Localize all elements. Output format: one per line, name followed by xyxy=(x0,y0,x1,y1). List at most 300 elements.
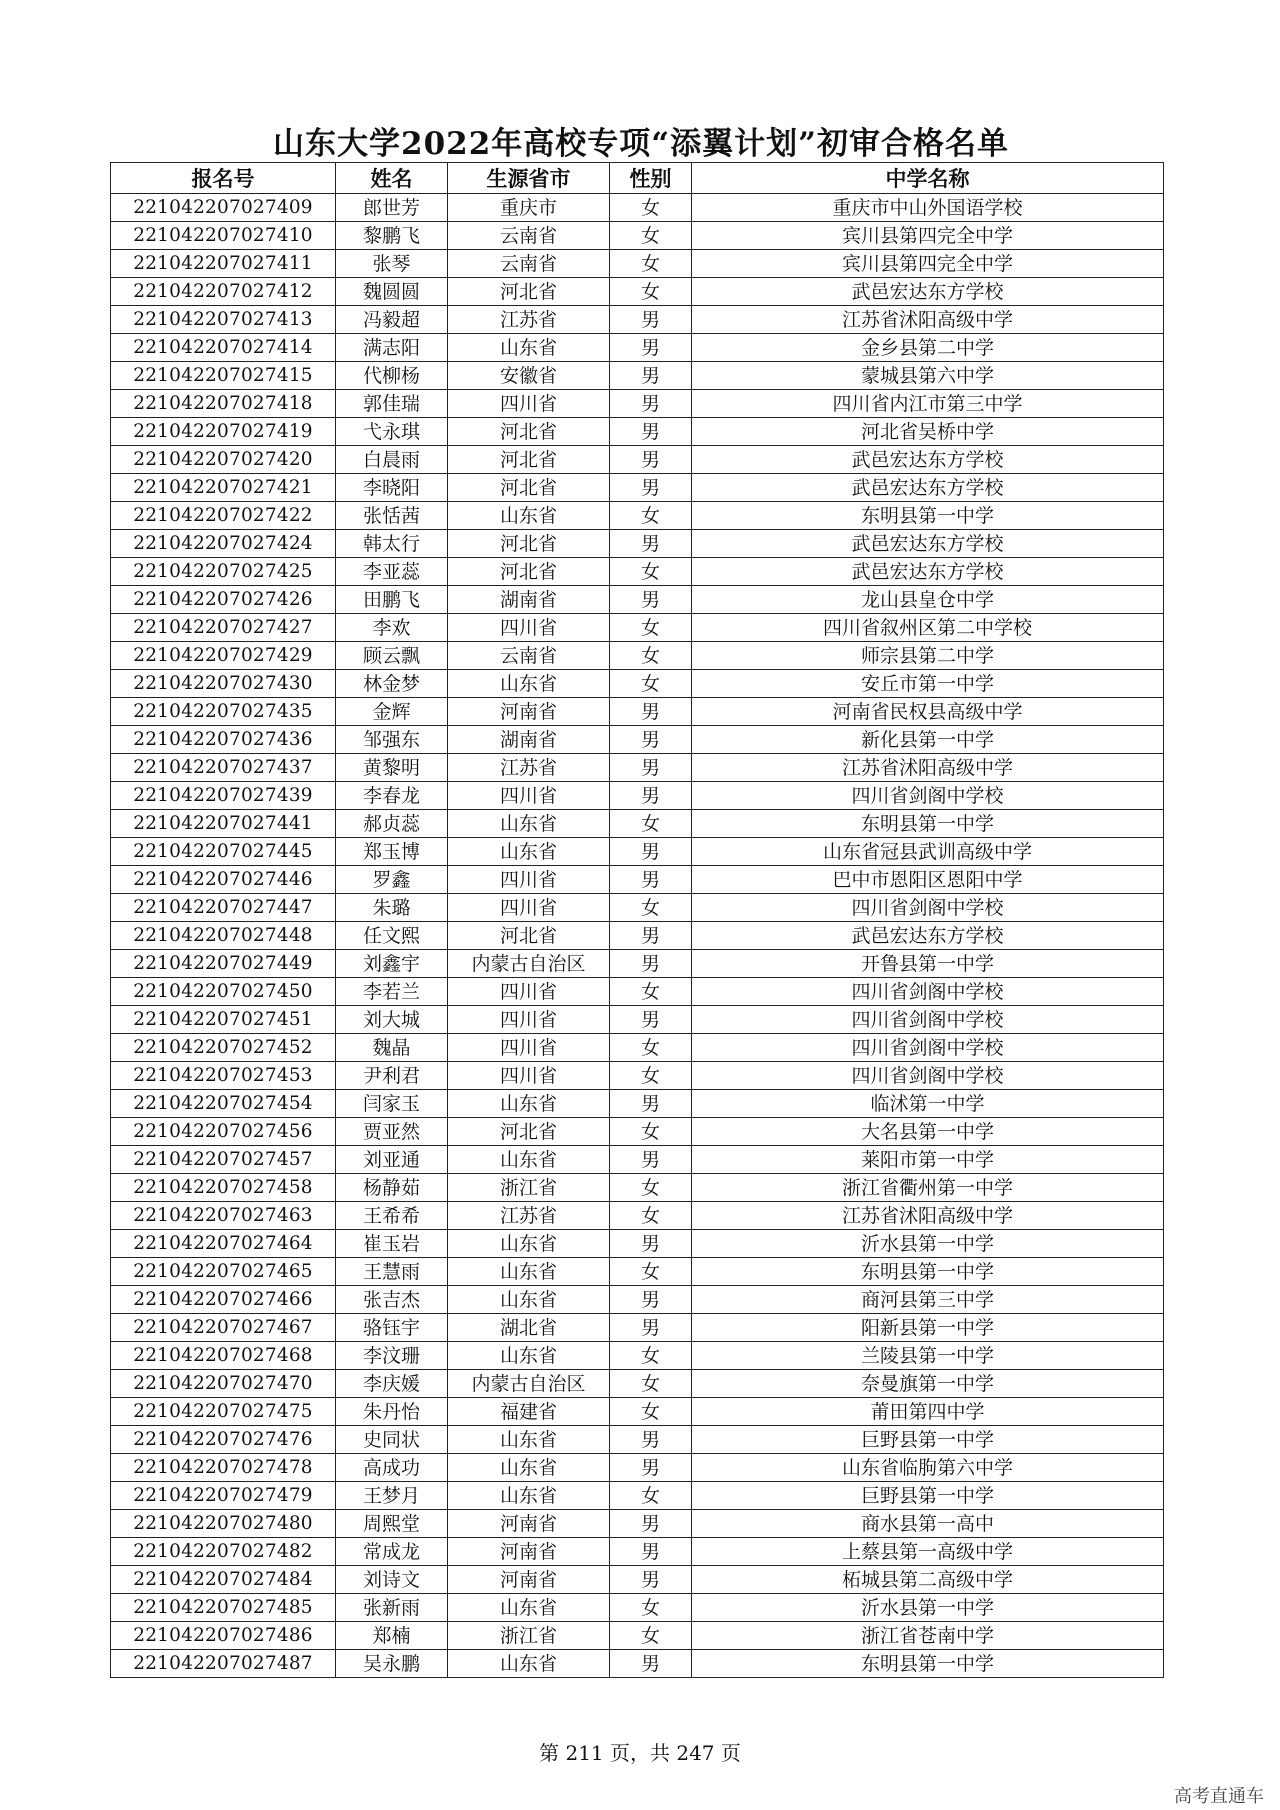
school-name-cell: 沂水县第一中学 xyxy=(692,1230,1164,1258)
table-row xyxy=(111,1454,1164,1482)
registration-number-cell: 221042207027421 xyxy=(111,474,336,502)
student-name-cell: 郝贞蕊 xyxy=(336,810,448,838)
school-name-cell: 江苏省沭阳高级中学 xyxy=(692,754,1164,782)
gender-cell: 男 xyxy=(610,334,692,362)
province-cell: 湖北省 xyxy=(448,1314,610,1342)
table-row xyxy=(111,1482,1164,1510)
province-cell: 四川省 xyxy=(448,978,610,1006)
registration-number-cell: 221042207027411 xyxy=(111,250,336,278)
student-name-cell: 闫家玉 xyxy=(336,1090,448,1118)
table-row xyxy=(111,1538,1164,1566)
registration-number-cell: 221042207027475 xyxy=(111,1398,336,1426)
school-name-cell: 新化县第一中学 xyxy=(692,726,1164,754)
school-name-cell: 上蔡县第一高级中学 xyxy=(692,1538,1164,1566)
province-cell: 山东省 xyxy=(448,1258,610,1286)
registration-number-cell: 221042207027424 xyxy=(111,530,336,558)
school-name-cell: 浙江省衢州第一中学 xyxy=(692,1174,1164,1202)
gender-cell: 女 xyxy=(610,1482,692,1510)
school-name-cell: 山东省临朐第六中学 xyxy=(692,1454,1164,1482)
gender-cell: 男 xyxy=(610,1090,692,1118)
table-row xyxy=(111,334,1164,362)
registration-number-cell: 221042207027458 xyxy=(111,1174,336,1202)
province-cell: 山东省 xyxy=(448,670,610,698)
school-name-cell: 河北省吴桥中学 xyxy=(692,418,1164,446)
registration-number-cell: 221042207027466 xyxy=(111,1286,336,1314)
registration-number-cell: 221042207027420 xyxy=(111,446,336,474)
table-row xyxy=(111,222,1164,250)
school-name-cell: 四川省剑阁中学校 xyxy=(692,978,1164,1006)
registration-number-cell: 221042207027487 xyxy=(111,1650,336,1678)
student-name-cell: 郑楠 xyxy=(336,1622,448,1650)
school-name-cell: 阳新县第一中学 xyxy=(692,1314,1164,1342)
school-name-cell: 东明县第一中学 xyxy=(692,1258,1164,1286)
student-name-cell: 杨静茹 xyxy=(336,1174,448,1202)
table-row xyxy=(111,810,1164,838)
province-cell: 四川省 xyxy=(448,1006,610,1034)
school-name-cell: 莆田第四中学 xyxy=(692,1398,1164,1426)
table-row xyxy=(111,1342,1164,1370)
registration-number-cell: 221042207027418 xyxy=(111,390,336,418)
school-name-cell: 沂水县第一中学 xyxy=(692,1594,1164,1622)
gender-cell: 男 xyxy=(610,474,692,502)
table-row xyxy=(111,474,1164,502)
province-cell: 山东省 xyxy=(448,502,610,530)
registration-number-cell: 221042207027410 xyxy=(111,222,336,250)
school-name-cell: 蒙城县第六中学 xyxy=(692,362,1164,390)
student-name-cell: 张吉杰 xyxy=(336,1286,448,1314)
province-cell: 河南省 xyxy=(448,1566,610,1594)
table-row xyxy=(111,194,1164,222)
school-name-cell: 商河县第三中学 xyxy=(692,1286,1164,1314)
province-cell: 内蒙古自治区 xyxy=(448,1370,610,1398)
student-name-cell: 朱璐 xyxy=(336,894,448,922)
header-name: 姓名 xyxy=(336,163,448,194)
table-row xyxy=(111,866,1164,894)
gender-cell: 男 xyxy=(610,866,692,894)
table-row xyxy=(111,1370,1164,1398)
registration-number-cell: 221042207027486 xyxy=(111,1622,336,1650)
province-cell: 河北省 xyxy=(448,474,610,502)
school-name-cell: 武邑宏达东方学校 xyxy=(692,530,1164,558)
table-row xyxy=(111,446,1164,474)
province-cell: 四川省 xyxy=(448,390,610,418)
table-row xyxy=(111,278,1164,306)
table-row xyxy=(111,670,1164,698)
gender-cell: 女 xyxy=(610,1398,692,1426)
school-name-cell: 柘城县第二高级中学 xyxy=(692,1566,1164,1594)
registration-number-cell: 221042207027484 xyxy=(111,1566,336,1594)
registration-number-cell: 221042207027453 xyxy=(111,1062,336,1090)
gender-cell: 女 xyxy=(610,810,692,838)
province-cell: 河北省 xyxy=(448,922,610,950)
province-cell: 安徽省 xyxy=(448,362,610,390)
table-row xyxy=(111,1426,1164,1454)
school-name-cell: 四川省叙州区第二中学校 xyxy=(692,614,1164,642)
table-row xyxy=(111,1314,1164,1342)
page-number: 第 211 页，共 247 页 xyxy=(539,1741,741,1765)
student-name-cell: 李亚蕊 xyxy=(336,558,448,586)
registration-number-cell: 221042207027457 xyxy=(111,1146,336,1174)
table-row xyxy=(111,1146,1164,1174)
gender-cell: 女 xyxy=(610,278,692,306)
table-row xyxy=(111,1566,1164,1594)
table-row xyxy=(111,894,1164,922)
gender-cell: 女 xyxy=(610,894,692,922)
page-title: 山东大学2022年高校专项“添翼计划”初审合格名单 xyxy=(273,126,1009,162)
student-name-cell: 崔玉岩 xyxy=(336,1230,448,1258)
school-name-cell: 武邑宏达东方学校 xyxy=(692,474,1164,502)
table-body xyxy=(111,194,1164,1678)
registration-number-cell: 221042207027419 xyxy=(111,418,336,446)
student-name-cell: 李晓阳 xyxy=(336,474,448,502)
school-name-cell: 安丘市第一中学 xyxy=(692,670,1164,698)
school-name-cell: 江苏省沭阳高级中学 xyxy=(692,1202,1164,1230)
gender-cell: 女 xyxy=(610,1174,692,1202)
student-name-cell: 王梦月 xyxy=(336,1482,448,1510)
header-registration-number: 报名号 xyxy=(111,163,336,194)
province-cell: 江苏省 xyxy=(448,754,610,782)
registration-number-cell: 221042207027449 xyxy=(111,950,336,978)
gender-cell: 男 xyxy=(610,922,692,950)
table-row xyxy=(111,754,1164,782)
table-row xyxy=(111,978,1164,1006)
table-row xyxy=(111,502,1164,530)
gender-cell: 女 xyxy=(610,222,692,250)
school-name-cell: 东明县第一中学 xyxy=(692,502,1164,530)
school-name-cell: 武邑宏达东方学校 xyxy=(692,446,1164,474)
table-row xyxy=(111,1062,1164,1090)
province-cell: 云南省 xyxy=(448,250,610,278)
school-name-cell: 临沭第一中学 xyxy=(692,1090,1164,1118)
school-name-cell: 江苏省沭阳高级中学 xyxy=(692,306,1164,334)
province-cell: 四川省 xyxy=(448,782,610,810)
school-name-cell: 武邑宏达东方学校 xyxy=(692,558,1164,586)
gender-cell: 女 xyxy=(610,670,692,698)
gender-cell: 男 xyxy=(610,698,692,726)
school-name-cell: 山东省冠县武训高级中学 xyxy=(692,838,1164,866)
student-name-cell: 郎世芳 xyxy=(336,194,448,222)
province-cell: 福建省 xyxy=(448,1398,610,1426)
province-cell: 山东省 xyxy=(448,810,610,838)
gender-cell: 男 xyxy=(610,1230,692,1258)
student-name-cell: 李庆媛 xyxy=(336,1370,448,1398)
school-name-cell: 东明县第一中学 xyxy=(692,810,1164,838)
student-name-cell: 林金梦 xyxy=(336,670,448,698)
student-name-cell: 魏圆圆 xyxy=(336,278,448,306)
gender-cell: 女 xyxy=(610,1202,692,1230)
province-cell: 四川省 xyxy=(448,894,610,922)
table-row xyxy=(111,306,1164,334)
gender-cell: 男 xyxy=(610,950,692,978)
school-name-cell: 武邑宏达东方学校 xyxy=(692,922,1164,950)
table-row xyxy=(111,1006,1164,1034)
registration-number-cell: 221042207027479 xyxy=(111,1482,336,1510)
province-cell: 河北省 xyxy=(448,558,610,586)
province-cell: 湖南省 xyxy=(448,726,610,754)
student-name-cell: 魏晶 xyxy=(336,1034,448,1062)
table-row xyxy=(111,838,1164,866)
header-province: 生源省市 xyxy=(448,163,610,194)
registration-number-cell: 221042207027454 xyxy=(111,1090,336,1118)
school-name-cell: 东明县第一中学 xyxy=(692,1650,1164,1678)
student-name-cell: 弋永琪 xyxy=(336,418,448,446)
student-name-cell: 吴永鹏 xyxy=(336,1650,448,1678)
registration-number-cell: 221042207027430 xyxy=(111,670,336,698)
school-name-cell: 宾川县第四完全中学 xyxy=(692,250,1164,278)
student-name-cell: 白晨雨 xyxy=(336,446,448,474)
registration-number-cell: 221042207027482 xyxy=(111,1538,336,1566)
registration-number-cell: 221042207027470 xyxy=(111,1370,336,1398)
school-name-cell: 莱阳市第一中学 xyxy=(692,1146,1164,1174)
province-cell: 四川省 xyxy=(448,866,610,894)
school-name-cell: 四川省剑阁中学校 xyxy=(692,1062,1164,1090)
table-row xyxy=(111,250,1164,278)
student-name-cell: 张琴 xyxy=(336,250,448,278)
table-row xyxy=(111,782,1164,810)
province-cell: 山东省 xyxy=(448,1146,610,1174)
province-cell: 河北省 xyxy=(448,418,610,446)
student-name-cell: 黄黎明 xyxy=(336,754,448,782)
province-cell: 河南省 xyxy=(448,1510,610,1538)
student-name-cell: 周熙堂 xyxy=(336,1510,448,1538)
school-name-cell: 四川省剑阁中学校 xyxy=(692,894,1164,922)
registration-number-cell: 221042207027480 xyxy=(111,1510,336,1538)
province-cell: 浙江省 xyxy=(448,1622,610,1650)
school-name-cell: 巨野县第一中学 xyxy=(692,1482,1164,1510)
student-name-cell: 李欢 xyxy=(336,614,448,642)
school-name-cell: 重庆市中山外国语学校 xyxy=(692,194,1164,222)
header-gender: 性别 xyxy=(610,163,692,194)
province-cell: 山东省 xyxy=(448,1454,610,1482)
table-row xyxy=(111,1622,1164,1650)
province-cell: 四川省 xyxy=(448,614,610,642)
school-name-cell: 四川省剑阁中学校 xyxy=(692,1034,1164,1062)
province-cell: 河北省 xyxy=(448,446,610,474)
province-cell: 山东省 xyxy=(448,1650,610,1678)
registration-number-cell: 221042207027415 xyxy=(111,362,336,390)
school-name-cell: 河南省民权县高级中学 xyxy=(692,698,1164,726)
gender-cell: 男 xyxy=(610,362,692,390)
student-name-cell: 冯毅超 xyxy=(336,306,448,334)
table-row xyxy=(111,1286,1164,1314)
province-cell: 河南省 xyxy=(448,698,610,726)
province-cell: 河北省 xyxy=(448,1118,610,1146)
province-cell: 云南省 xyxy=(448,222,610,250)
registration-number-cell: 221042207027425 xyxy=(111,558,336,586)
province-cell: 河北省 xyxy=(448,278,610,306)
student-name-cell: 刘诗文 xyxy=(336,1566,448,1594)
student-name-cell: 任文熙 xyxy=(336,922,448,950)
province-cell: 山东省 xyxy=(448,838,610,866)
table-row xyxy=(111,362,1164,390)
gender-cell: 女 xyxy=(610,250,692,278)
student-name-cell: 王慧雨 xyxy=(336,1258,448,1286)
student-name-cell: 刘亚通 xyxy=(336,1146,448,1174)
table-row xyxy=(111,418,1164,446)
school-name-cell: 开鲁县第一中学 xyxy=(692,950,1164,978)
gender-cell: 女 xyxy=(610,558,692,586)
student-name-cell: 韩太行 xyxy=(336,530,448,558)
gender-cell: 女 xyxy=(610,1342,692,1370)
gender-cell: 女 xyxy=(610,1370,692,1398)
registration-number-cell: 221042207027412 xyxy=(111,278,336,306)
province-cell: 山东省 xyxy=(448,1342,610,1370)
registration-number-cell: 221042207027426 xyxy=(111,586,336,614)
registration-number-cell: 221042207027452 xyxy=(111,1034,336,1062)
registration-number-cell: 221042207027441 xyxy=(111,810,336,838)
gender-cell: 男 xyxy=(610,1454,692,1482)
table-row xyxy=(111,1230,1164,1258)
student-name-cell: 郭佳瑞 xyxy=(336,390,448,418)
registration-number-cell: 221042207027414 xyxy=(111,334,336,362)
registration-number-cell: 221042207027427 xyxy=(111,614,336,642)
gender-cell: 男 xyxy=(610,390,692,418)
student-name-cell: 代柳杨 xyxy=(336,362,448,390)
table-row xyxy=(111,1594,1164,1622)
registration-number-cell: 221042207027437 xyxy=(111,754,336,782)
school-name-cell: 巴中市恩阳区恩阳中学 xyxy=(692,866,1164,894)
school-name-cell: 四川省剑阁中学校 xyxy=(692,782,1164,810)
table-row xyxy=(111,950,1164,978)
header-school: 中学名称 xyxy=(692,163,1164,194)
registration-number-cell: 221042207027413 xyxy=(111,306,336,334)
province-cell: 山东省 xyxy=(448,1090,610,1118)
province-cell: 山东省 xyxy=(448,1230,610,1258)
table-row xyxy=(111,1090,1164,1118)
registration-number-cell: 221042207027456 xyxy=(111,1118,336,1146)
student-name-cell: 满志阳 xyxy=(336,334,448,362)
registration-number-cell: 221042207027448 xyxy=(111,922,336,950)
gender-cell: 女 xyxy=(610,614,692,642)
gender-cell: 男 xyxy=(610,1566,692,1594)
gender-cell: 男 xyxy=(610,1314,692,1342)
student-name-cell: 金辉 xyxy=(336,698,448,726)
table-row xyxy=(111,614,1164,642)
gender-cell: 男 xyxy=(610,1006,692,1034)
registration-number-cell: 221042207027447 xyxy=(111,894,336,922)
table-row xyxy=(111,1398,1164,1426)
province-cell: 浙江省 xyxy=(448,1174,610,1202)
gender-cell: 女 xyxy=(610,1258,692,1286)
registration-number-cell: 221042207027429 xyxy=(111,642,336,670)
student-name-cell: 骆钰宇 xyxy=(336,1314,448,1342)
table-row xyxy=(111,726,1164,754)
province-cell: 内蒙古自治区 xyxy=(448,950,610,978)
table-row xyxy=(111,530,1164,558)
gender-cell: 男 xyxy=(610,1146,692,1174)
table-row xyxy=(111,1258,1164,1286)
school-name-cell: 大名县第一中学 xyxy=(692,1118,1164,1146)
student-name-cell: 李汶珊 xyxy=(336,1342,448,1370)
student-name-cell: 朱丹怡 xyxy=(336,1398,448,1426)
gender-cell: 男 xyxy=(610,530,692,558)
gender-cell: 女 xyxy=(610,1594,692,1622)
table-row xyxy=(111,390,1164,418)
student-name-cell: 田鹏飞 xyxy=(336,586,448,614)
table-row xyxy=(111,1202,1164,1230)
province-cell: 山东省 xyxy=(448,334,610,362)
registration-number-cell: 221042207027465 xyxy=(111,1258,336,1286)
table-row xyxy=(111,922,1164,950)
student-name-cell: 史同状 xyxy=(336,1426,448,1454)
table-row xyxy=(111,1510,1164,1538)
school-name-cell: 金乡县第二中学 xyxy=(692,334,1164,362)
gender-cell: 女 xyxy=(610,642,692,670)
registration-number-cell: 221042207027436 xyxy=(111,726,336,754)
school-name-cell: 四川省剑阁中学校 xyxy=(692,1006,1164,1034)
registration-number-cell: 221042207027485 xyxy=(111,1594,336,1622)
gender-cell: 男 xyxy=(610,838,692,866)
province-cell: 山东省 xyxy=(448,1286,610,1314)
gender-cell: 女 xyxy=(610,978,692,1006)
registration-number-cell: 221042207027439 xyxy=(111,782,336,810)
registration-number-cell: 221042207027464 xyxy=(111,1230,336,1258)
province-cell: 重庆市 xyxy=(448,194,610,222)
registration-number-cell: 221042207027467 xyxy=(111,1314,336,1342)
registration-number-cell: 221042207027450 xyxy=(111,978,336,1006)
registration-number-cell: 221042207027446 xyxy=(111,866,336,894)
student-name-cell: 尹利君 xyxy=(336,1062,448,1090)
province-cell: 河北省 xyxy=(448,530,610,558)
student-name-cell: 张新雨 xyxy=(336,1594,448,1622)
student-name-cell: 刘鑫宇 xyxy=(336,950,448,978)
registration-number-cell: 221042207027463 xyxy=(111,1202,336,1230)
table-row xyxy=(111,1118,1164,1146)
school-name-cell: 师宗县第二中学 xyxy=(692,642,1164,670)
registration-number-cell: 221042207027409 xyxy=(111,194,336,222)
gender-cell: 男 xyxy=(610,782,692,810)
registration-number-cell: 221042207027451 xyxy=(111,1006,336,1034)
registration-number-cell: 221042207027445 xyxy=(111,838,336,866)
gender-cell: 男 xyxy=(610,754,692,782)
registration-number-cell: 221042207027468 xyxy=(111,1342,336,1370)
table-row xyxy=(111,698,1164,726)
province-cell: 江苏省 xyxy=(448,1202,610,1230)
table-row xyxy=(111,642,1164,670)
student-name-cell: 高成功 xyxy=(336,1454,448,1482)
student-name-cell: 邹强东 xyxy=(336,726,448,754)
province-cell: 江苏省 xyxy=(448,306,610,334)
gender-cell: 女 xyxy=(610,1622,692,1650)
school-name-cell: 四川省内江市第三中学 xyxy=(692,390,1164,418)
school-name-cell: 宾川县第四完全中学 xyxy=(692,222,1164,250)
student-name-cell: 刘大城 xyxy=(336,1006,448,1034)
school-name-cell: 巨野县第一中学 xyxy=(692,1426,1164,1454)
gender-cell: 男 xyxy=(610,1426,692,1454)
table-header-row xyxy=(111,163,1164,194)
school-name-cell: 龙山县皇仓中学 xyxy=(692,586,1164,614)
gender-cell: 男 xyxy=(610,446,692,474)
table-row xyxy=(111,1650,1164,1678)
registration-number-cell: 221042207027422 xyxy=(111,502,336,530)
province-cell: 云南省 xyxy=(448,642,610,670)
province-cell: 四川省 xyxy=(448,1062,610,1090)
gender-cell: 女 xyxy=(610,1034,692,1062)
gender-cell: 男 xyxy=(610,1538,692,1566)
province-cell: 山东省 xyxy=(448,1594,610,1622)
student-name-cell: 王希希 xyxy=(336,1202,448,1230)
province-cell: 山东省 xyxy=(448,1426,610,1454)
school-name-cell: 商水县第一高中 xyxy=(692,1510,1164,1538)
gender-cell: 男 xyxy=(610,1286,692,1314)
gender-cell: 女 xyxy=(610,502,692,530)
student-name-cell: 李若兰 xyxy=(336,978,448,1006)
applicant-table xyxy=(110,162,1164,1678)
student-name-cell: 贾亚然 xyxy=(336,1118,448,1146)
table-row xyxy=(111,586,1164,614)
student-name-cell: 罗鑫 xyxy=(336,866,448,894)
school-name-cell: 浙江省苍南中学 xyxy=(692,1622,1164,1650)
